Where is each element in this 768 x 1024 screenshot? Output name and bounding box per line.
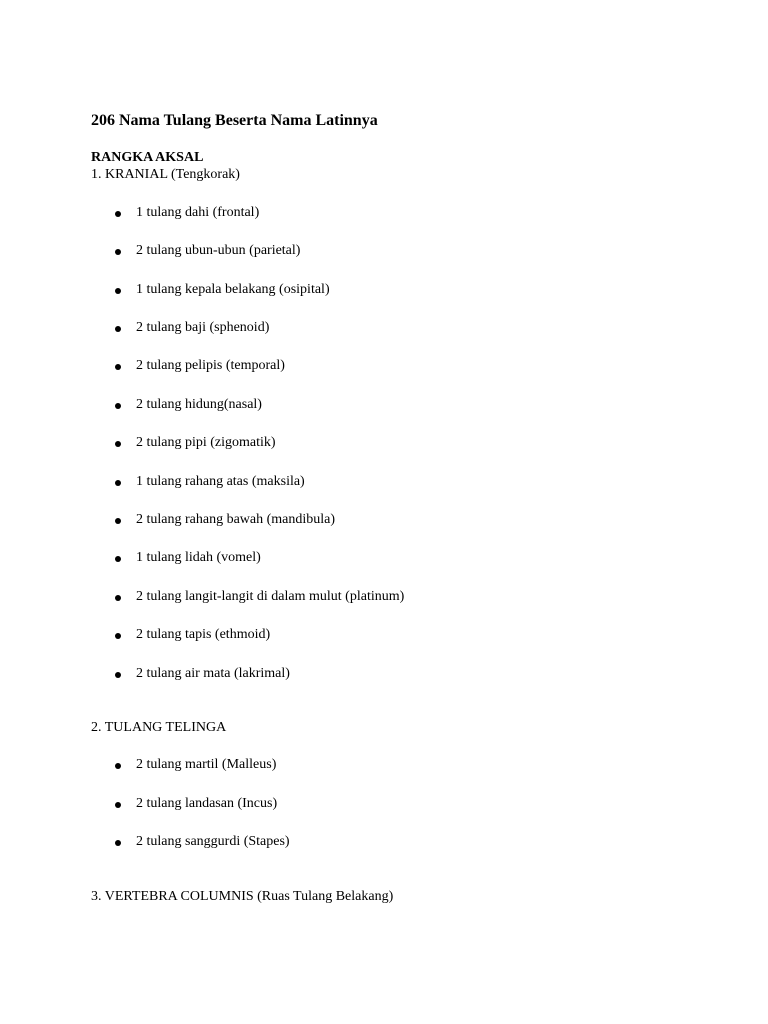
document-title: 206 Nama Tulang Beserta Nama Latinnya — [91, 112, 378, 129]
group-heading-tulang-telinga: 2. TULANG TELINGA — [91, 720, 227, 735]
bullet-icon — [115, 672, 121, 678]
bullet-icon — [115, 288, 121, 294]
bullet-icon — [115, 556, 121, 562]
bullet-icon — [115, 211, 121, 217]
section-heading: RANGKA AKSAL — [91, 150, 204, 165]
bullet-icon — [115, 326, 121, 332]
bullet-icon — [115, 763, 121, 769]
group-heading-vertebra-columnis: 3. VERTEBRA COLUMNIS (Ruas Tulang Belakang) — [91, 889, 394, 904]
bullet-icon — [115, 518, 121, 524]
bullet-icon — [115, 595, 121, 601]
bullet-icon — [115, 633, 121, 639]
bullet-icon — [115, 802, 121, 808]
document-page: 206 Nama Tulang Beserta Nama Latinnya RANGKA AKSAL 1. KRANIAL (Tengkorak) 1 tulang dahi (frontal) 2 tulang ubun-ubun (parietal) 1 tulang kepala belakang (osipital) 2 tulang baji (sphenoid) 2 tulang pelipis (temporal) 2 tulang hidung(nasal) 2 tulang pipi (zigomatik) 1 tulang rahang atas (maksila) 2 tulang rahang bawah (mandibula) 1 tulang lidah (vomel) 2 tulang langit-langit di dalam mulut (platinum) 2 tulang tapis (ethmoid) 2 tulang air mata (lakrimal) 2. TULANG TELINGA 2 tulang martil (Malleus) 2 tulang landasan (Incus) 2 tulang sanggurdi (Stapes) 3. VERTEBRA COLUMNIS (Ruas Tulang Belakang) — [91, 112, 405, 904]
group-heading-kranial: 1. KRANIAL (Tengkorak) — [91, 167, 240, 182]
bullet-icon — [115, 364, 121, 370]
bullet-icon — [115, 441, 121, 447]
bullet-icon — [115, 480, 121, 486]
bullet-icon — [115, 403, 121, 409]
bullet-icon — [115, 249, 121, 255]
bullet-icon — [115, 840, 121, 846]
